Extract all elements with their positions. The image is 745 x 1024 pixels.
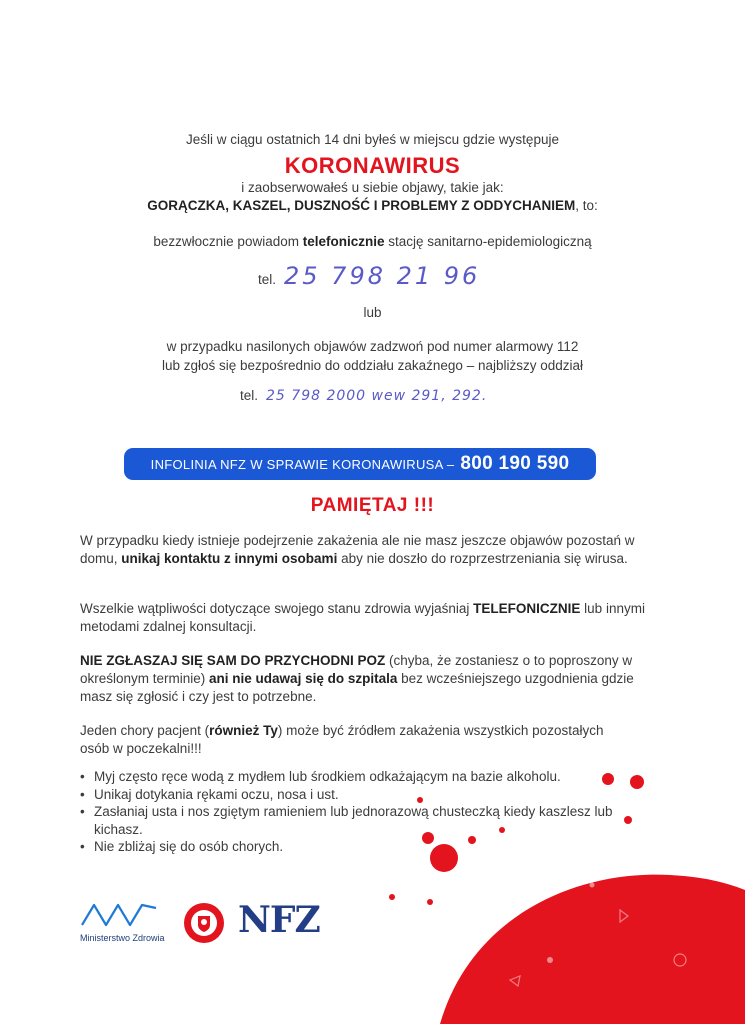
intro-line2: i zaobserwowałeś u siebie objawy, takie jak: [241, 180, 504, 195]
tel-label: tel. [258, 272, 277, 287]
hotline-label: INFOLINIA NFZ W SPRAWIE KORONAWIRUSA – [150, 456, 455, 472]
intro-line1: Jeśli w ciągu ostatnich 14 dni byłeś w miejscu gdzie występuje [186, 132, 559, 147]
sanepid-phone-number: 25 798 21 96 [284, 262, 481, 290]
tip-item: • Unikaj dotykania rękami oczu, nosa i ust. [80, 786, 620, 804]
emergency-line2: lub zgłoś się bezpośrednio do oddziału zakaźnego – najbliższy oddział [161, 358, 584, 373]
p1-text-end: aby nie doszło do rozprzestrzeniania się wirusa. [337, 551, 628, 566]
p3-text-end: bez wcześniejszego uzgodnienia gdzie masz się zgłosić i czy jest to potrzebne. [80, 671, 634, 704]
hospital-phone-number: 25 798 2000 wew 291, 292. [266, 388, 488, 404]
ministry-logo [80, 900, 170, 943]
tip-item: • Zasłaniaj usta i nos zgiętym ramieniem lub jednorazową chusteczką kiedy kaszlesz lub kichasz. [80, 803, 620, 838]
notify-line [0, 234, 745, 249]
tel-label-2: tel. [240, 388, 259, 403]
main-title: KORONAWIRUS [284, 153, 461, 178]
hotline-number: 800 190 590 [460, 453, 570, 474]
symptoms-list: GORĄCZKA, KASZEL, DUSZNOŚĆ I PROBLEMY Z ODDYCHANIEM [147, 198, 576, 213]
symptoms-suffix: , to: [575, 198, 598, 213]
p4-text-end: ) może być źródłem zakażenia wszystkich pozostałych osób w poczekalni!!! [80, 723, 604, 756]
p2-bold: TELEFONICZNIE [473, 601, 581, 616]
notify-pre: bezzwłocznie powiadom [153, 234, 303, 249]
p3-bold-2: ani nie udawaj się do szpitala [209, 671, 398, 686]
p1-text: W przypadku kiedy istnieje podejrzenie zakażenia ale nie masz jeszcze objawów pozostań w domu, [80, 533, 635, 566]
paragraph-no-visit [80, 652, 650, 706]
hotline-banner [124, 448, 596, 480]
notify-bold: telefonicznie [302, 234, 385, 249]
symptoms-line [0, 198, 745, 213]
virus-decoration-icon [380, 760, 745, 1024]
p1-bold: unikaj kontaktu z innymi osobami [121, 551, 338, 566]
p3-text: (chyba, że zostaniesz o to poproszony w określonym terminie) [80, 653, 633, 686]
tip-item: • Myj często ręce wodą z mydłem lub środkiem odkażającym na bazie alkoholu. [80, 768, 620, 786]
p4-bold: również Ty [209, 723, 278, 738]
p4-text: Jeden chory pacjent ( [80, 723, 210, 738]
nfz-logo: NFZ [238, 899, 320, 941]
ministry-wave-icon [80, 900, 162, 928]
ministry-label: Ministerstwo Zdrowia [80, 933, 165, 943]
hospital-phone [240, 388, 487, 404]
paragraph-isolation [80, 532, 650, 568]
paragraph-waiting-room [80, 722, 625, 758]
emergency-line1: w przypadku nasilonych objawów zadzwoń pod numer alarmowy 112 [166, 339, 579, 354]
or-text: lub [363, 305, 382, 320]
remember-heading: PAMIĘTAJ !!! [310, 495, 435, 516]
notify-post: stację sanitarno-epidemiologiczną [384, 234, 592, 249]
tip-item: • Nie zbliżaj się do osób chorych. [80, 838, 620, 856]
p2-text: Wszelkie wątpliwości dotyczące swojego stanu zdrowia wyjaśniaj [80, 601, 474, 616]
sanitary-inspection-seal-icon [183, 902, 225, 944]
sanepid-phone [258, 262, 480, 290]
p3-bold: NIE ZGŁASZAJ SIĘ SAM DO PRZYCHODNI POZ [80, 653, 386, 668]
paragraph-phone-consult [80, 600, 650, 636]
p2-text-end: lub innymi metodami zdalnej konsultacji. [80, 601, 645, 634]
